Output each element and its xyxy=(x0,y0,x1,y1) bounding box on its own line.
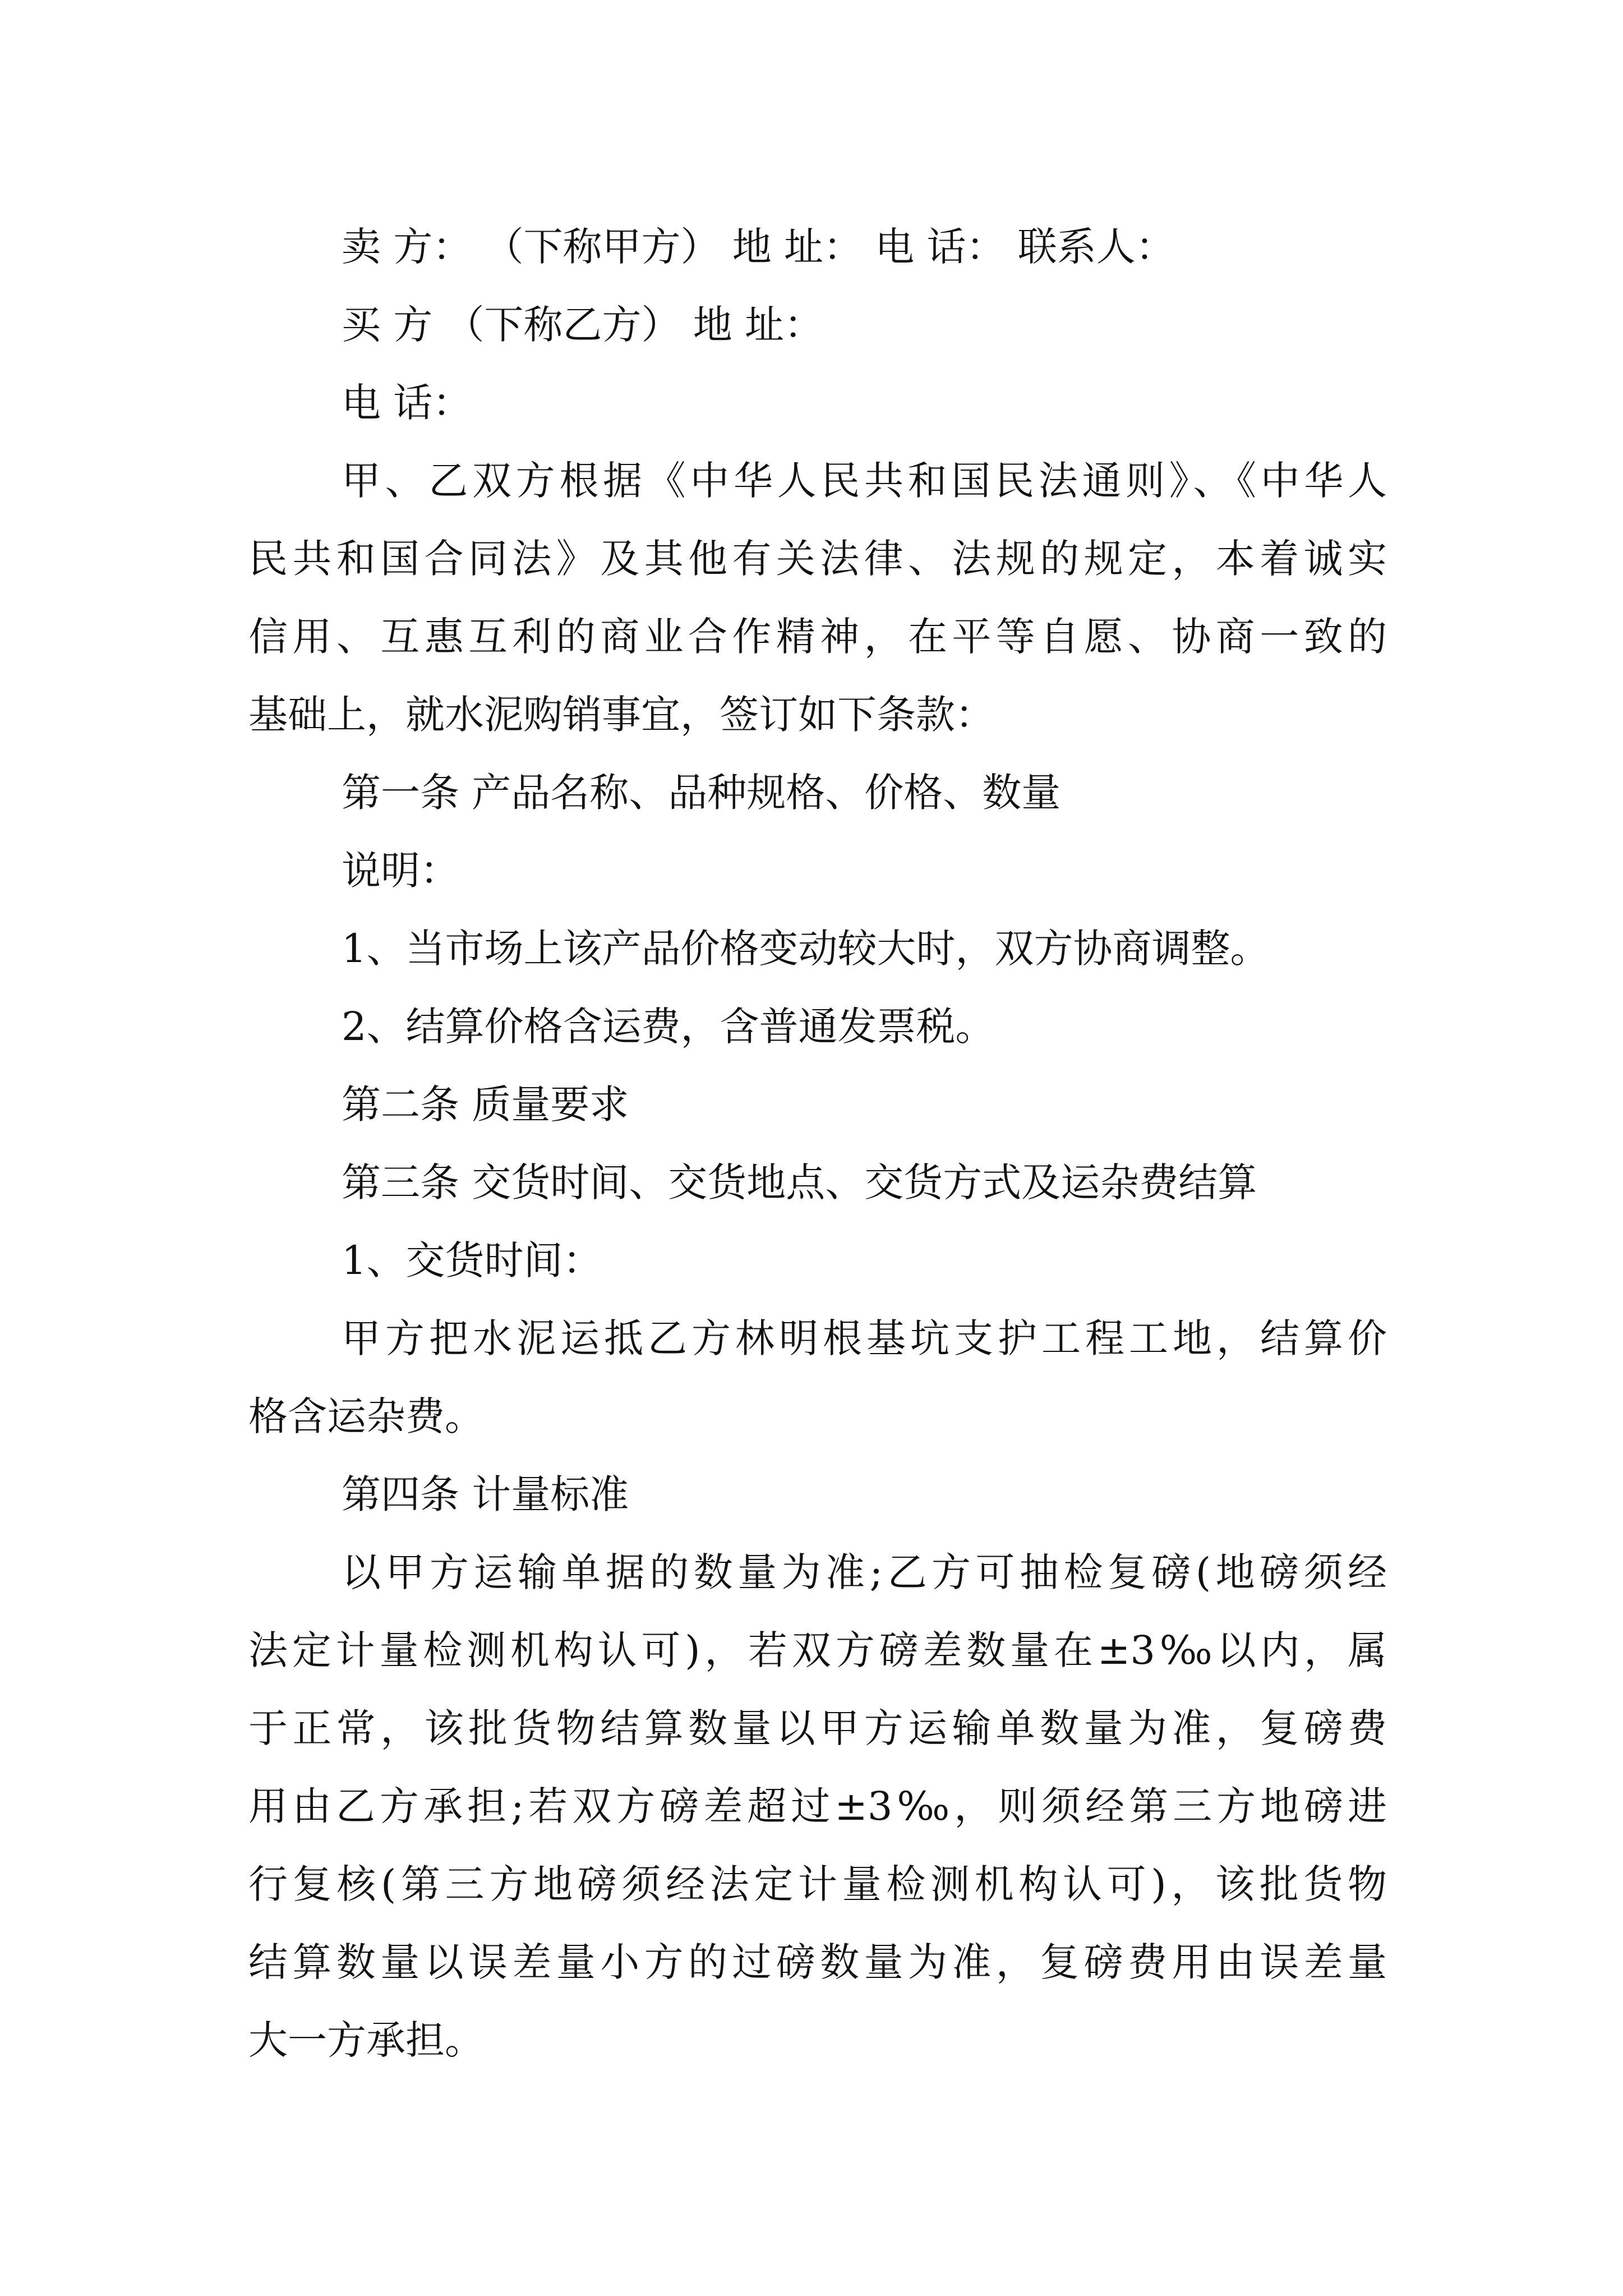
text-line: 第四条 计量标准 xyxy=(342,1471,629,1517)
text-line: 大一方承担。 xyxy=(248,2017,484,2063)
text-line: 1、交货时间： xyxy=(342,1237,602,1283)
text-line: 1、当市场上该产品价格变动较大时，双方协商调整。 xyxy=(342,926,1270,972)
text-line: 结算数量以误差量小方的过磅数量为准，复磅费用由误差量 xyxy=(248,1939,1387,1985)
text-line: 买 方 （下称乙方） 地 址： xyxy=(342,302,824,348)
text-line: 2、结算价格含运费，含普通发票税。 xyxy=(342,1004,995,1050)
text-line: 甲、乙双方根据《中华人民共和国民法通则》、《中华人 xyxy=(342,458,1387,504)
text-line: 基础上，就水泥购销事宜，签订如下条款： xyxy=(248,692,994,738)
text-line: 第三条 交货时间、交货地点、交货方式及运杂费结算 xyxy=(342,1159,1257,1205)
text-line: 以甲方运输单据的数量为准;乙方可抽检复磅(地磅须经 xyxy=(342,1549,1387,1595)
text-line: 第一条 产品名称、品种规格、价格、数量 xyxy=(342,770,1061,816)
text-line: 第二条 质量要求 xyxy=(342,1082,629,1128)
text-line: 卖 方： （下称甲方） 地 址： 电 话： 联系人： xyxy=(342,224,1175,270)
text-line: 格含运杂费。 xyxy=(248,1393,484,1439)
contract-body xyxy=(248,208,1387,2079)
text-line: 行复核(第三方地磅须经法定计量检测机构认可)，该批货物 xyxy=(248,1861,1387,1907)
text-line: 用由乙方承担;若双方磅差超过±3‰，则须经第三方地磅进 xyxy=(248,1783,1387,1829)
text-line: 信用、互惠互利的商业合作精神，在平等自愿、协商一致的 xyxy=(248,614,1387,660)
text-line: 说明： xyxy=(342,848,459,894)
text-line: 甲方把水泥运抵乙方林明根基坑支护工程工地，结算价 xyxy=(342,1315,1387,1361)
text-line: 民共和国合同法》及其他有关法律、法规的规定，本着诚实 xyxy=(248,536,1387,582)
text-line: 法定计量检测机构认可)，若双方磅差数量在±3‰以内，属 xyxy=(248,1627,1387,1673)
text-line: 电 话： xyxy=(342,380,472,426)
text-line: 于正常，该批货物结算数量以甲方运输单数量为准，复磅费 xyxy=(248,1705,1387,1751)
